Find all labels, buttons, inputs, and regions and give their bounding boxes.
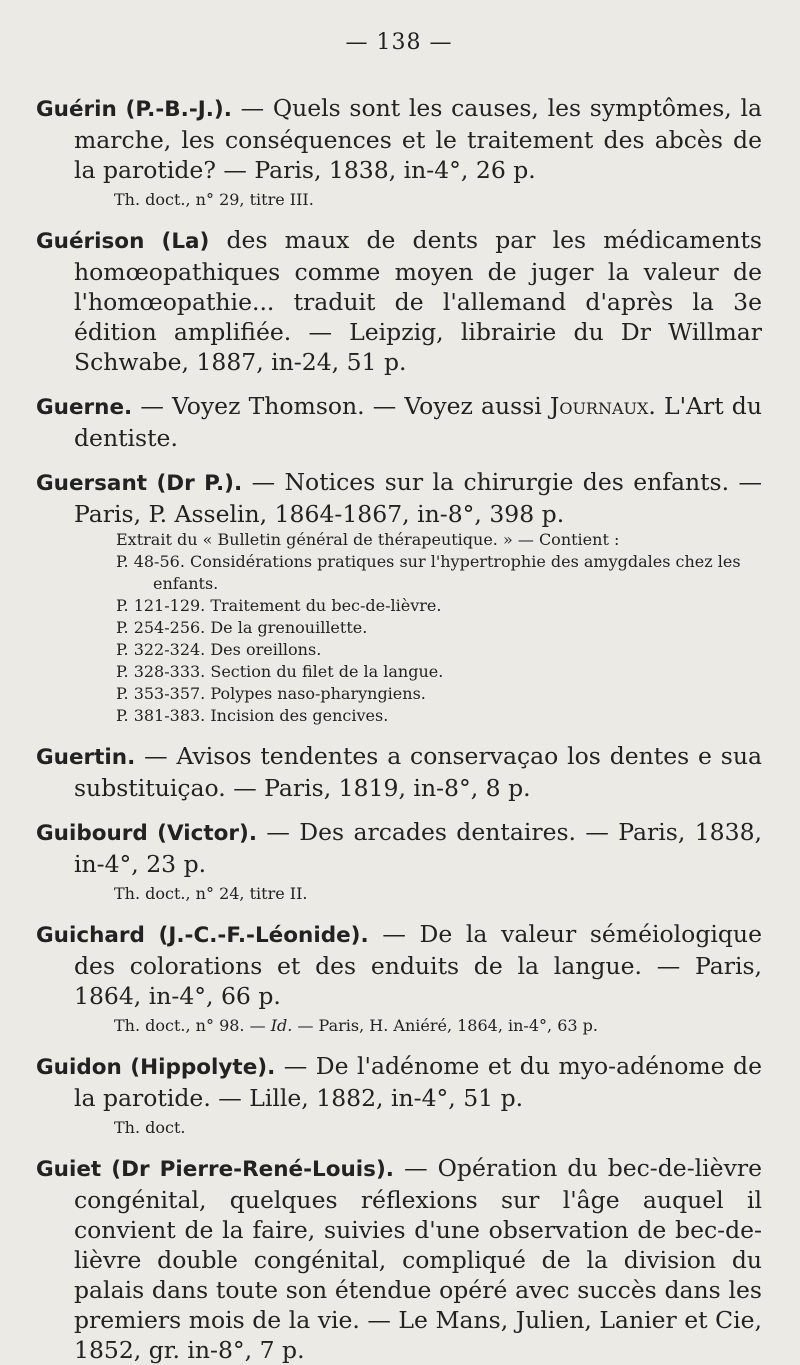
entry-text — [36, 919, 762, 1011]
list-item: P. 121-129. Traitement du bec-de-lièvre. — [116, 596, 442, 615]
entry-text — [36, 225, 762, 377]
list-item: P. 254-256. De la grenouillette. — [116, 618, 368, 637]
entry-guerin — [36, 93, 762, 211]
entry-head: Guérin (P.-B.-J.). — [36, 97, 232, 122]
entry-text — [36, 391, 762, 453]
entry-guidon — [36, 1051, 762, 1139]
entry-body-end: . L'Art du dentiste. — [74, 392, 762, 452]
entry-body: — De la valeur séméiologique des colorations et des enduits de la langue. — Paris, 1864, in-4°, 66 p. — [74, 920, 762, 1010]
entry-body: — Voyez Thomson. — Voyez aussi — [140, 392, 542, 420]
entry-text — [36, 1051, 762, 1113]
entry-guichard — [36, 919, 762, 1037]
contents-list — [36, 529, 762, 727]
entry-guertin — [36, 741, 762, 803]
entry-body: — De l'adénome et du myo-adénome de la parotide. — Lille, 1882, in-4°, 51 p. — [74, 1052, 762, 1112]
entry-body-smallcaps: Journaux — [549, 392, 649, 420]
list-item: P. 328-333. Section du filet de la langue. — [116, 662, 444, 681]
entry-text — [36, 741, 762, 803]
entry-head: Guichard (J.-C.-F.-Léonide). — [36, 923, 369, 948]
entry-guersant — [36, 467, 762, 727]
entry-guerne — [36, 391, 762, 453]
entry-body: — Quels sont les causes, les symptômes, la marche, les conséquences et le traitement des abcès de la parotide? — Paris, 1838, in-4°, 26 p. — [74, 94, 762, 184]
entry-guerison — [36, 225, 762, 377]
entry-body: — Notices sur la chirurgie des enfants. — Paris, P. Asselin, 1864-1867, in-8°, 398 p. — [74, 468, 762, 528]
list-item: Extrait du « Bulletin général de thérapeutique. » — Contient : — [116, 530, 620, 549]
entry-head: Guérison (La) — [36, 229, 210, 254]
entry-body: — Avisos tendentes a conservaçao los dentes e sua substituiçao. — Paris, 1819, in-8°, 8 p. — [74, 742, 762, 802]
entry-note: Th. doct., n° 24, titre II. — [114, 884, 308, 903]
entry-head: Guiet (Dr Pierre-René-Louis). — [36, 1157, 394, 1182]
list-item: P. 353-357. Polypes naso-pharyngiens. — [116, 684, 426, 703]
entry-text — [36, 93, 762, 185]
entry-body: — Opération du bec-de-lièvre congénital, quelques réflexions sur l'âge auquel il convient de la faire, suivies d'une observation de bec-de-lièvre double congénital, compliqué de la division du palais dans toute son étendue opéré avec succès dans les premiers mois de la vie. — Le Mans, Julien, Lanier et Cie, 1852, gr. in-8°, 7 p. — [74, 1154, 762, 1364]
list-item: P. 381-383. Incision des gencives. — [116, 706, 389, 725]
entry-head: Guibourd (Victor). — [36, 821, 258, 846]
entry-head: Guersant (Dr P.). — [36, 471, 243, 496]
entry-text — [36, 467, 762, 529]
entry-note — [36, 1015, 762, 1037]
entry-body: des maux de dents par les médicaments homœopathiques comme moyen de juger la valeur de l'homœopathie... traduit de l'allemand d'après la 3e édition amplifiée. — Leipzig, librairie du Dr Willmar Schwabe, 1887, in-24, 51 p. — [74, 226, 762, 376]
list-item: P. 48-56. Considérations pratiques sur l'hypertrophie des amygdales chez les enfants. — [116, 552, 741, 593]
entry-text — [36, 817, 762, 879]
entry-body: — Des arcades dentaires. — Paris, 1838, in-4°, 23 p. — [74, 818, 762, 878]
entry-head: Guerne. — [36, 395, 133, 420]
note-part: — Paris, H. Aniéré, 1864, in-4°, 63 p. — [297, 1016, 598, 1035]
entry-guiet — [36, 1153, 762, 1365]
entry-guibourd — [36, 817, 762, 905]
note-part: Th. doct., n° 98. — — [114, 1016, 266, 1035]
entry-text — [36, 1153, 762, 1365]
entry-note: Th. doct. — [114, 1118, 186, 1137]
entry-head: Guertin. — [36, 745, 136, 770]
list-item: P. 322-324. Des oreillons. — [116, 640, 322, 659]
page-number: — 138 — — [345, 30, 453, 55]
entry-note: Th. doct., n° 29, titre III. — [114, 190, 314, 209]
entry-head: Guidon (Hippolyte). — [36, 1055, 276, 1080]
note-italic: Id. — [270, 1016, 293, 1035]
